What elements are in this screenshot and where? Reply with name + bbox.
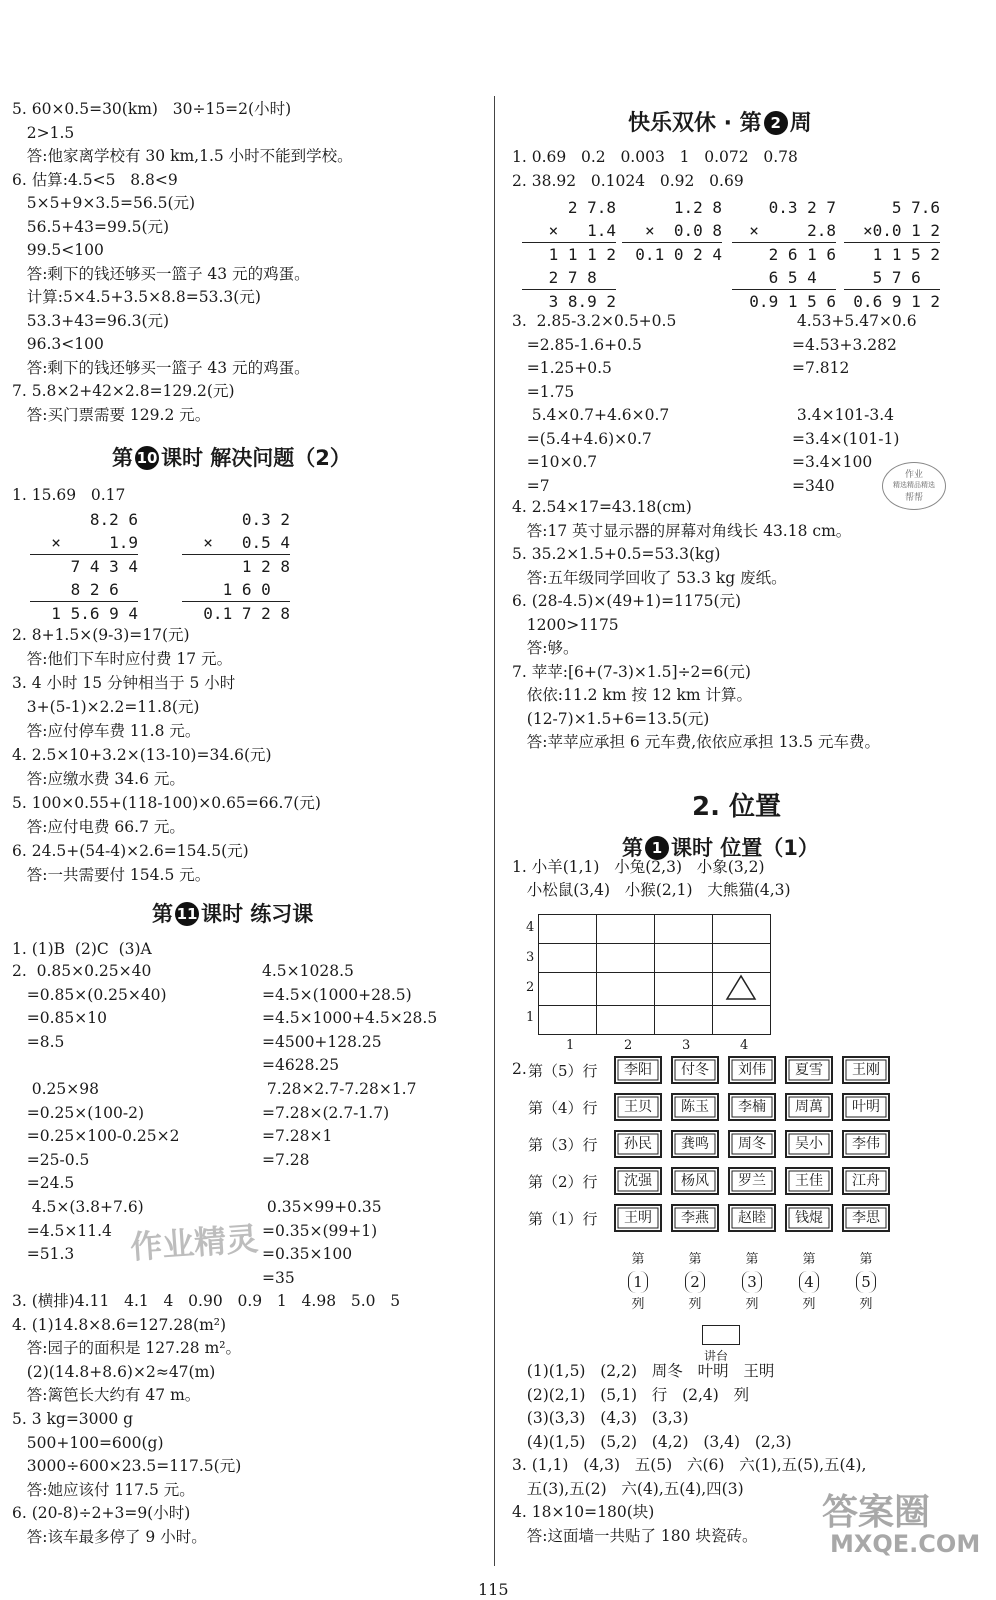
seat-cell: 钱焜 — [785, 1204, 833, 1232]
podium-label: 讲台 — [704, 1349, 729, 1363]
column-marker — [742, 1252, 762, 1312]
multiplication-row: 0.3 2 — [241, 510, 290, 529]
answer-line: 2>1.5 — [12, 123, 75, 142]
answer-line: 答:17 英寸显示器的屏幕对角线长 43.18 cm。 — [512, 521, 852, 540]
calc-line: 0.35×99+0.35 — [262, 1198, 382, 1216]
seat-cell: 周冬 — [728, 1130, 776, 1158]
answer-line: 答:应付停车费 11.8 元。 — [12, 722, 201, 740]
answer-line: 53.3+43=96.3(元) — [12, 311, 170, 330]
calc-line: =7.28×1 — [262, 1127, 333, 1146]
multiplication-row: 8 2 6 — [70, 580, 138, 599]
answer-line: 小松鼠(3,4) 小猴(2,1) 大熊猫(4,3) — [512, 881, 791, 899]
multiplication-row: 8.2 6 — [89, 510, 138, 529]
multiplication-row: × 1.4 — [548, 221, 616, 240]
answer-line: 3000÷600×23.5=117.5(元) — [12, 1457, 242, 1476]
answer-line: 计算:5×4.5+3.5×8.8=53.3(元) — [12, 288, 261, 306]
triangle-icon — [713, 973, 770, 1001]
answer-line: 3. (1,1) (4,3) 五(5) 六(6) 六(1),五(5),五(4), — [512, 1456, 867, 1474]
seat-cell: 刘伟 — [728, 1056, 776, 1084]
l10-q1: 1. 15.69 0.17 — [12, 486, 126, 504]
watermark-url: MXQE.COM — [830, 1530, 981, 1558]
answer-line: 7. 5.8×2+42×2.8=129.2(元) — [12, 382, 235, 400]
calc-line: =35 — [262, 1268, 295, 1287]
answer-line: (12-7)×1.5+6=13.5(元) — [512, 709, 710, 728]
column-marker-bot: 列 — [631, 1297, 645, 1312]
vertical-multiplication-a — [30, 508, 138, 625]
answer-line: 5. 35.2×1.5+0.5=53.3(kg) — [512, 545, 721, 563]
answer-line: 5. 3 kg=3000 g — [12, 1410, 134, 1428]
lesson1-heading: 第 1 课时 位置（1） — [622, 836, 819, 860]
calc-line: =4500+128.25 — [262, 1032, 382, 1051]
multiplication-row: 1 1 1 2 — [522, 242, 616, 266]
lesson11-heading: 第 11 课时 练习课 — [152, 902, 314, 926]
seat-cell: 王刚 — [842, 1056, 890, 1084]
seat-cell: 陈玉 — [671, 1093, 719, 1121]
answer-line: (1)(1,5) (2,2) 周冬 叶明 王明 — [512, 1362, 775, 1380]
answer-line: 4. 2.54×17=43.18(cm) — [512, 498, 692, 516]
page-number: 115 — [478, 1580, 509, 1599]
answer-line: (3)(3,3) (4,3) (3,3) — [512, 1409, 689, 1427]
column-marker — [799, 1252, 819, 1312]
multiplication-row: 2 7 8 — [548, 268, 616, 287]
answer-line: 4. 18×10=180(块) — [512, 1503, 655, 1521]
multiplication-row: 2 7.8 — [567, 198, 616, 217]
column-marker-num: 1 — [628, 1271, 648, 1293]
multiplication-row: × 0.0 8 — [644, 221, 722, 240]
column-marker-top: 第 — [859, 1252, 873, 1267]
calc-line: 3.4×101-3.4 — [792, 406, 895, 424]
q2-number: 2. — [512, 1060, 527, 1078]
stamp-seal: 作业 精选精品精选 帮帮 — [882, 462, 946, 510]
seat-row-label: 第（1）行 — [528, 1210, 598, 1228]
answer-line: 答:剩下的钱还够买一篮子 43 元的鸡蛋。 — [12, 264, 310, 283]
seat-cell: 叶明 — [842, 1093, 890, 1121]
multiplication-row: ×0.0 1 2 — [862, 221, 940, 240]
seat-cell: 罗兰 — [728, 1167, 776, 1195]
answer-line: 96.3<100 — [12, 335, 104, 353]
vertical-multiplication-b — [182, 508, 290, 625]
multiplication-row: 1 1 5 2 — [844, 242, 940, 266]
answer-line: 五(3),五(2) 六(4),五(4),四(3) — [512, 1479, 744, 1498]
answer-line: 依依:11.2 km 按 12 km 计算。 — [512, 686, 753, 704]
calc-line: =0.85×10 — [12, 1009, 107, 1028]
column-marker-num: 2 — [685, 1271, 705, 1293]
column-marker — [685, 1252, 705, 1312]
calc-line: =8.5 — [12, 1032, 65, 1051]
answer-line: 答:该车最多停了 9 小时。 — [12, 1528, 207, 1546]
answer-line: (2)(2,1) (5,1) 行 (2,4) 列 — [512, 1385, 750, 1404]
multiplication-row: 0.1 7 2 8 — [182, 601, 290, 625]
calc-line: =25-0.5 — [12, 1150, 90, 1169]
answer-line: 6. 24.5+(54-4)×2.6=154.5(元) — [12, 842, 249, 860]
answer-line: 答:五年级同学回收了 53.3 kg 废纸。 — [512, 568, 787, 587]
multiplication-row: 0.3 2 7 — [768, 198, 836, 217]
podium-box — [702, 1325, 740, 1345]
multiplication-row: 7 4 3 4 — [30, 554, 138, 578]
calc-line: 2. 0.85×0.25×40 — [12, 962, 152, 980]
calc-line: 4.5×1028.5 — [262, 962, 354, 980]
seat-cell: 王贝 — [614, 1093, 662, 1121]
answer-line: 6. (28-4.5)×(49+1)=1175(元) — [512, 592, 742, 610]
answer-line: 答:园子的面积是 127.28 m²。 — [12, 1339, 242, 1358]
calc-line: =340 — [792, 476, 835, 495]
grid-x-label: 3 — [682, 1038, 691, 1053]
multiplication-row: 3 8.9 2 — [522, 289, 616, 313]
multiplication-row: 0.9 1 5 6 — [732, 289, 836, 313]
calc-line: =4.53+3.282 — [792, 335, 897, 354]
answer-line: 3+(5-1)×2.2=11.8(元) — [12, 698, 200, 716]
calc-line: =7 — [512, 476, 550, 495]
answer-line: 答:他家离学校有 30 km,1.5 小时不能到学校。 — [12, 147, 353, 165]
calc-line: =3.4×100 — [792, 453, 873, 471]
answer-line: 99.5<100 — [12, 241, 104, 259]
seat-cell: 江舟 — [842, 1167, 890, 1195]
column-marker-top: 第 — [688, 1252, 702, 1267]
lesson-number-badge: 11 — [175, 902, 199, 926]
vertical-multiplication-4 — [844, 196, 940, 313]
seat-cell: 杨风 — [671, 1167, 719, 1195]
grid-y-label: 2 — [526, 980, 535, 995]
answer-line: 2. 8+1.5×(9-3)=17(元) — [12, 626, 190, 644]
vertical-multiplication-2 — [622, 196, 722, 266]
answer-line: 5×5+9×3.5=56.5(元) — [12, 194, 196, 212]
answer-line: 答:应缴水费 34.6 元。 — [12, 770, 185, 788]
calc-line: =51.3 — [12, 1245, 75, 1264]
column-marker-num: 5 — [856, 1271, 876, 1293]
calc-line: =0.35×(99+1) — [262, 1221, 378, 1240]
multiplication-row: × 1.9 — [51, 533, 138, 552]
calc-line: 5.4×0.7+4.6×0.7 — [512, 406, 670, 424]
multiplication-row: 1.2 8 — [673, 198, 722, 217]
calc-line: =4.5×1000+4.5×28.5 — [262, 1009, 438, 1028]
answer-line: (2)(14.8+8.6)×2≈47(m) — [12, 1362, 216, 1381]
calc-line: =4.5×(1000+28.5) — [262, 985, 412, 1004]
calc-line: =3.4×(101-1) — [792, 429, 900, 448]
answer-line: 3. 4 小时 15 分钟相当于 5 小时 — [12, 674, 236, 692]
answer-line: 答:剩下的钱还够买一篮子 43 元的鸡蛋。 — [12, 358, 310, 377]
seat-cell: 王佳 — [785, 1167, 833, 1195]
column-marker-num: 3 — [742, 1271, 762, 1293]
answer-line: 4. 2.5×10+3.2×(13-10)=34.6(元) — [12, 746, 272, 764]
answer-line: 答:这面墙一共贴了 180 块瓷砖。 — [512, 1526, 758, 1545]
column-marker — [628, 1252, 648, 1312]
weekend-heading: 快乐双休 · 第 2 周 — [628, 111, 812, 136]
grid-x-label: 1 — [566, 1038, 575, 1053]
column-marker-top: 第 — [802, 1252, 816, 1267]
column-marker-bot: 列 — [859, 1297, 873, 1312]
multiplication-row: × 2.8 — [749, 221, 836, 240]
calc-line: =4.5×11.4 — [12, 1221, 112, 1240]
calc-line: =0.35×100 — [262, 1245, 353, 1264]
answer-line: 5. 100×0.55+(118-100)×0.65=66.7(元) — [12, 794, 321, 812]
answer-line: 6. 估算:4.5<5 8.8<9 — [12, 170, 178, 189]
seat-cell: 付冬 — [671, 1056, 719, 1084]
calc-line: 7.28×2.7-7.28×1.7 — [262, 1080, 417, 1098]
calc-line: =7.28 — [262, 1150, 310, 1169]
answer-line: (4)(1,5) (5,2) (4,2) (3,4) (2,3) — [512, 1432, 792, 1451]
seat-row-label: 第（3）行 — [528, 1136, 598, 1154]
answer-line: 答:他们下车时应付费 17 元。 — [12, 650, 233, 668]
seat-cell: 周萬 — [785, 1093, 833, 1121]
grid-y-label: 1 — [526, 1010, 535, 1025]
seat-cell: 孙民 — [614, 1130, 662, 1158]
answer-line: 答:够。 — [512, 639, 579, 657]
answer-line: 500+100=600(g) — [12, 1433, 164, 1452]
l11-q1: 1. (1)B (2)C (3)A — [12, 940, 152, 958]
seat-cell: 吴小 — [785, 1130, 833, 1158]
multiplication-row: 1 6 0 — [222, 580, 290, 599]
column-marker-top: 第 — [631, 1252, 645, 1267]
seat-cell: 王明 — [614, 1204, 662, 1232]
answer-line: 答:买门票需要 129.2 元。 — [12, 405, 211, 424]
answer-line: 1. 0.69 0.2 0.003 1 0.072 0.78 — [512, 148, 798, 166]
calc-line: =1.25+0.5 — [512, 359, 612, 377]
vertical-multiplication-3 — [732, 196, 836, 313]
calc-line: =0.25×(100-2) — [12, 1103, 145, 1122]
column-marker-bot: 列 — [802, 1297, 816, 1312]
calc-line: =0.85×(0.25×40) — [12, 985, 167, 1004]
coordinate-grid — [538, 914, 771, 1035]
answer-line: 7. 苹苹:[6+(7-3)×1.5]÷2=6(元) — [512, 662, 751, 681]
vertical-multiplication-1 — [522, 196, 616, 313]
multiplication-row: 0.6 9 1 2 — [844, 289, 940, 313]
answer-line: 1200>1175 — [512, 615, 619, 634]
calc-line: 4.53+5.47×0.6 — [792, 312, 917, 330]
grid-y-label: 4 — [526, 920, 535, 935]
multiplication-row: 2 6 1 6 — [732, 242, 836, 266]
column-marker — [856, 1252, 876, 1312]
calc-line: 0.25×98 — [12, 1080, 99, 1098]
grid-x-label: 4 — [740, 1038, 749, 1053]
calc-line: 4.5×(3.8+7.6) — [12, 1198, 144, 1216]
calc-line: 3. 2.85-3.2×0.5+0.5 — [512, 312, 677, 330]
lesson-number-badge: 10 — [135, 446, 159, 470]
seat-cell: 赵睦 — [728, 1204, 776, 1232]
unit-title: 2. 位置 — [692, 792, 782, 822]
column-marker-top: 第 — [745, 1252, 759, 1267]
answer-line: 答:她应该付 117.5 元。 — [12, 1480, 195, 1499]
seat-cell: 夏雪 — [785, 1056, 833, 1084]
multiplication-row: × 0.5 4 — [203, 533, 290, 552]
answer-line: 1. 小羊(1,1) 小兔(2,3) 小象(3,2) — [512, 858, 765, 876]
answer-line: 3. (横排)4.11 4.1 4 0.90 0.9 1 4.98 5.0 5 — [12, 1292, 401, 1310]
answer-line: 56.5+43=99.5(元) — [12, 217, 170, 236]
calc-line: =0.25×100-0.25×2 — [12, 1127, 180, 1146]
answer-line: 答:应付电费 66.7 元。 — [12, 818, 185, 836]
calc-line: =24.5 — [12, 1174, 75, 1193]
calc-line: =1.75 — [512, 382, 575, 401]
answer-line: 答:篱笆长大约有 47 m。 — [12, 1386, 201, 1405]
answer-line: 4. (1)14.8×8.6=127.28(m²) — [12, 1315, 227, 1334]
answer-line: 6. (20-8)÷2+3=9(小时) — [12, 1504, 191, 1523]
calc-line: =(5.4+4.6)×0.7 — [512, 429, 652, 448]
calc-line: =4628.25 — [262, 1056, 340, 1075]
column-marker-bot: 列 — [688, 1297, 702, 1312]
seat-cell: 李伟 — [842, 1130, 890, 1158]
multiplication-row: 1 5.6 9 4 — [30, 601, 138, 625]
week-number-badge: 2 — [764, 111, 788, 135]
column-marker-bot: 列 — [745, 1297, 759, 1312]
answer-line: 答:一共需要付 154.5 元。 — [12, 866, 211, 884]
seat-row-label: 第（2）行 — [528, 1173, 598, 1191]
multiplication-row: 0.1 0 2 4 — [622, 242, 722, 266]
multiplication-row: 5 7 6 — [872, 268, 940, 287]
seat-row-label: 第（4）行 — [528, 1099, 598, 1117]
grid-x-label: 2 — [624, 1038, 633, 1053]
seat-cell: 李阳 — [614, 1056, 662, 1084]
multiplication-row: 6 5 4 — [768, 268, 836, 287]
seat-cell: 李楠 — [728, 1093, 776, 1121]
calc-line: =7.28×(2.7-1.7) — [262, 1103, 390, 1122]
calc-line: =7.812 — [792, 359, 850, 377]
watermark-left: 作业精灵 — [128, 1219, 260, 1267]
multiplication-row: 5 7.6 — [891, 198, 940, 217]
answer-line: 答:苹苹应承担 6 元车费,依依应承担 13.5 元车费。 — [512, 733, 881, 751]
calc-line: =10×0.7 — [512, 453, 598, 471]
grid-y-label: 3 — [526, 950, 535, 965]
seat-cell: 龚鸣 — [671, 1130, 719, 1158]
column-divider — [494, 96, 495, 1566]
lesson10-heading: 第 10 课时 解决问题（2） — [112, 446, 351, 470]
answer-line: 2. 38.92 0.1024 0.92 0.69 — [512, 172, 744, 190]
seat-cell: 李燕 — [671, 1204, 719, 1232]
calc-line: =2.85-1.6+0.5 — [512, 335, 642, 354]
lesson-number-badge: 1 — [645, 836, 669, 860]
column-marker-num: 4 — [799, 1271, 819, 1293]
seat-cell: 李思 — [842, 1204, 890, 1232]
answer-line: 5. 60×0.5=30(km) 30÷15=2(小时) — [12, 100, 292, 118]
seat-cell: 沈强 — [614, 1167, 662, 1195]
watermark-right: 答案圈 — [822, 1492, 931, 1533]
multiplication-row: 1 2 8 — [182, 554, 290, 578]
seat-row-label: 第（5）行 — [528, 1062, 598, 1080]
